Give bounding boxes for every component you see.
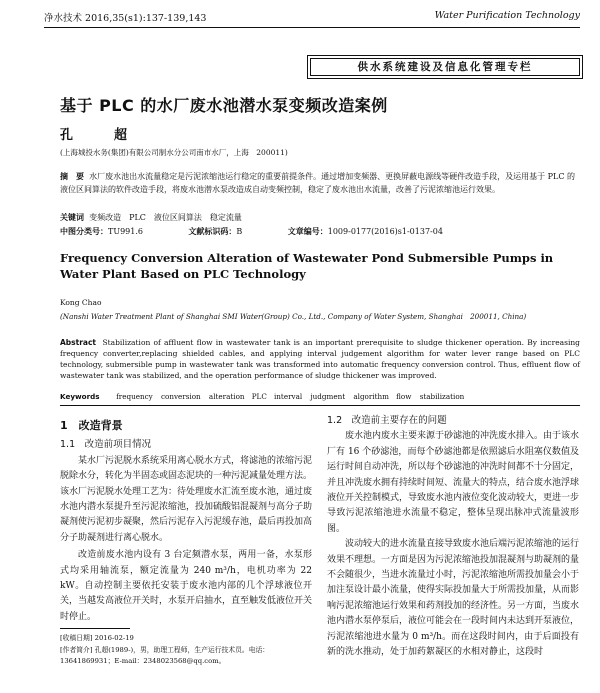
chinese-abstract-label: 摘 要 — [60, 172, 84, 181]
classification-line — [60, 226, 443, 237]
article-no-value: 1009-0177(2016)s1-0137-04 — [327, 227, 443, 236]
chinese-abstract-text: 水厂废水池出水流量稳定是污泥浓缩池运行稳定的重要前提条件。通过增加变频器、更换屏蔽电源线等硬件改造手段，及运用基于 PLC 的液位区间算法的软件改造手段，将废水池潜水泵改造成自动变频控制，稳定了废水池出水流量，改善了污泥浓缩池运行效果。 — [60, 172, 575, 194]
english-abstract-text: Stabilization of affluent flow in wastewater tank is an important prerequisite to sludge thickener operation. By increasing frequency converter,replacing shielded cables, and applying interval judgement algorithm for water lever range based on PLC technology, submersible pump in wastewater tank was transformed into automatic frequency conversion control. Thus, effluent flow of wastewater tank was stabilized, and the operation performance of sludge thickener was improved. — [60, 338, 580, 380]
chinese-keywords-text: 变频改造 PLC 液位区间算法 稳定流量 — [89, 213, 242, 222]
left-column — [60, 418, 312, 625]
article-no-label: 文章编号： — [287, 227, 328, 236]
english-keywords-text: frequency conversion alteration PLC interval judgment algorithm flow stabilization — [116, 392, 465, 401]
paragraph-2: 改造前废水池内设有 3 台定频潜水泵，两用一备，水泵形式均采用轴流泵，额定流量为 240 m³/h，电机功率为 22 kW。自动控制主要依托安装于废水池内部的几个浮球液位开关，当越发高液位开关时，水泵开启抽水，直至触发低液位开关时停止。 — [60, 550, 313, 622]
column-label: 供水系统建设及信息化管理专栏 — [310, 58, 580, 76]
footnote-author-bio: [作者简介] 孔超(1989-)，男，助理工程师，生产运行技术员。电话：13641869931；E-mail：2348023568@qq.com。 — [60, 646, 270, 665]
doc-code-value: B — [236, 227, 243, 236]
doc-code-label: 文献标识码： — [188, 227, 237, 236]
english-author: Kong Chao — [60, 298, 102, 307]
english-abstract-label: Abstract — [60, 338, 97, 347]
clc-label: 中图分类号： — [60, 227, 108, 236]
footnote-rule — [60, 628, 130, 629]
paragraph-3: 废水池内废水主要来源于砂滤池的冲洗废水排入。由于该水厂有 16 个砂滤池，而每个砂滤池都是依照滤后水阻塞仪数值及运行时间自动冲洗，所以每个砂滤池的冲洗时间都不十分固定，并且冲洗废水拥有持续时间短、流量大的特点，结合废水池浮球液位开关控制模式，导致废水池内液位变化波动较大，更进一步导致污泥浓缩池进水流量不稳定，整体呈现出脉冲式流量波形图。 — [327, 431, 580, 534]
running-header-english-journal: Water Purification Technology — [434, 10, 580, 21]
english-abstract — [60, 337, 580, 381]
english-affiliation: (Nanshi Water Treatment Plant of Shanghai SMI Water(Group) Co., Ltd., Company of Water System, Shanghai 200011, China) — [60, 312, 527, 321]
english-keywords — [60, 392, 464, 402]
chinese-affiliation: (上海城投水务(集团)有限公司制水分公司南市水厂，上海 200011) — [60, 148, 288, 157]
chinese-keywords — [60, 212, 242, 223]
chinese-keywords-label: 关键词 — [60, 213, 84, 222]
clc-value: TU991.6 — [108, 227, 143, 236]
right-column — [327, 413, 579, 661]
english-keywords-label: Keywords — [60, 392, 100, 401]
footnote-received: [收稿日期] 2016-02-19 — [60, 634, 134, 642]
subsection-1-2-heading: 1.2 改造前主要存在的问题 — [327, 415, 447, 426]
running-header-journal: 净水技术 2016,35(s1):137-139,143 — [44, 13, 207, 24]
abstract-separator-rule — [60, 405, 580, 406]
section-1-heading: 1 改造背景 — [60, 419, 123, 432]
chinese-abstract — [60, 170, 580, 196]
english-title: Frequency Conversion Alteration of Wastewater Pond Submersible Pumps in Water Plant Based on PLC Technology — [60, 251, 554, 281]
paragraph-4: 波动较大的进水流量直接导致废水池后端污泥浓缩池的运行效果不理想。一方面是因为污泥浓缩池投加混凝剂与助凝剂的量不会随很少，当进水流量过小时，污泥浓缩池所需投加量会小于加注泵设计最小流量，使得实际投加量大于所需投加量，从而影响污泥浓缩池运行效果和药剂投加的经济性。另一方面，当废水池内潜水泵停泵后，液位可能会在一段时间内未达到开泵液位，污泥浓缩池进水量为 0 m³/h。而在这段时间内，由于后面投有新的洗水推动，处于加药絮凝区的水相对静止，这段时 — [327, 539, 580, 658]
subsection-1-1-heading: 1.1 改造前项目情况 — [60, 439, 152, 451]
chinese-title: 基于 PLC 的水厂废水池潜水泵变频改造案例 — [60, 96, 388, 115]
chinese-author: 孔 超 — [60, 128, 142, 143]
paragraph-1: 某水厂污泥脱水系统采用离心脱水方式，将滤池的浓缩污泥脱除水分，转化为半固态或固态泥块的一种污泥减量处理方法。该水厂污泥脱水处理工艺为：待处理废水汇流至废水池，通过废水池内潜水泵提升至污泥浓缩池，投加硫酸铝混凝剂与高分子助凝剂使污泥初步凝聚，然后污泥存入污泥缓存池，最后再投加高分子助凝剂进行离心脱水。 — [60, 455, 313, 543]
header-rule — [44, 27, 580, 28]
